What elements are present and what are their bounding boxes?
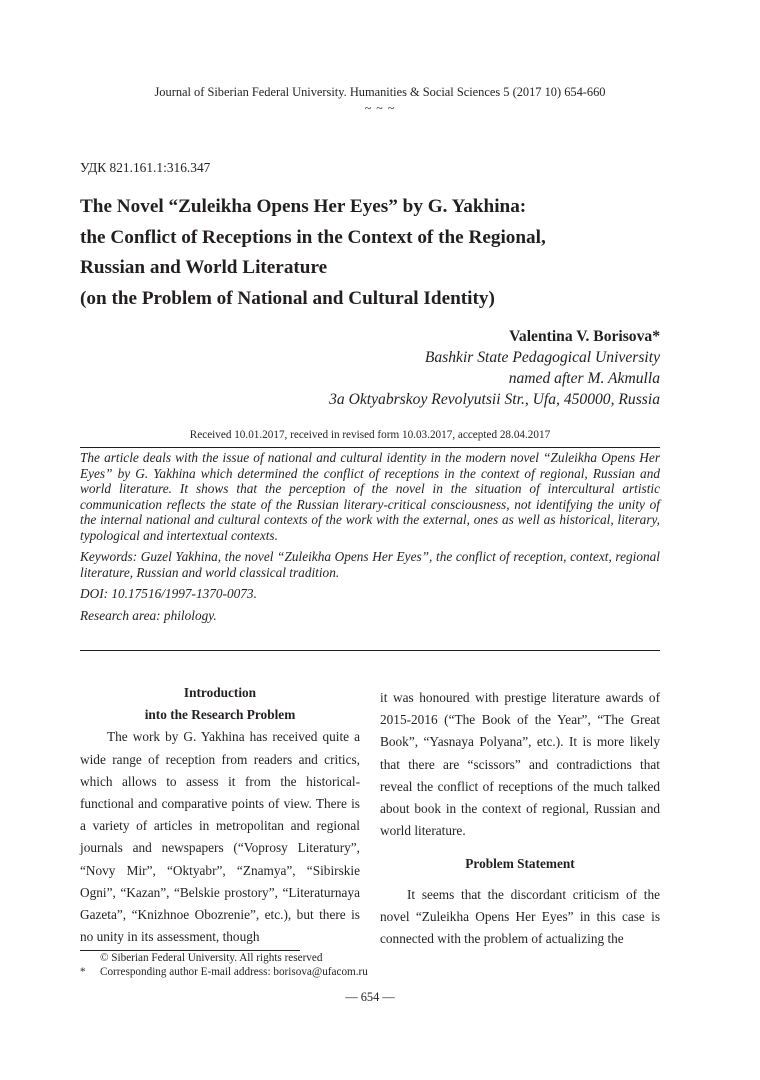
intro-heading-line: into the Research Problem xyxy=(144,707,296,723)
research-area: Research area: philology. xyxy=(80,607,217,623)
title-line: (on the Problem of National and Cultural Identity) xyxy=(80,287,495,309)
footnote-mark: * xyxy=(80,966,86,978)
affiliation-line: 3a Oktyabrskoy Revolyutsii Str., Ufa, 450000, Russia xyxy=(329,391,660,408)
left-column xyxy=(80,682,360,948)
title-line: The Novel “Zuleikha Opens Her Eyes” by G. Yakhina: xyxy=(80,196,527,217)
copyright-text: © Siberian Federal University. All rights reserved xyxy=(100,952,323,964)
intro-heading-line: Introduction xyxy=(183,685,257,700)
intro-paragraph: The work by G. Yakhina has received quite a wide range of reception from readers and critics, which allows to assess it from the historical-functional and comparative points of view. There is a variety of articles in metropolitan and regional journals and newspapers (“Voprosy Literatury”, “Novy Mir”, “Oktyabr”, “Znamya”, “Sibirskie Ogni”, “Kazan”, “Belskie prostory”, “Literaturnaya Gazeta”, “Knizhnoe Obozrenie”, etc.), but there is no unity in its assessment, though xyxy=(80,729,360,945)
affiliation-line: named after M. Akmulla xyxy=(508,370,660,387)
abstract-bottom-rule xyxy=(80,650,660,651)
journal-header: Journal of Siberian Federal University. Humanities & Social Sciences 5 (2017 10) 654-660 xyxy=(154,85,606,99)
abstract-top-rule xyxy=(80,447,660,448)
author-block xyxy=(329,326,660,410)
title-line: the Conflict of Receptions in the Context of the Regional, xyxy=(80,226,546,248)
footnote-corresponding xyxy=(80,966,368,978)
doi: DOI: 10.17516/1997-1370-0073. xyxy=(80,586,257,601)
intro-heading xyxy=(80,682,360,726)
continued-paragraph: it was honoured with prestige literature awards of 2015-2016 (“The Book of the Year”, “The Great Book”, “Yasnaya Polyana”, etc.). It is more likely that there are “scissors” and contradictions that reveal the conflict of receptions of the much talked about book in the context of regional, Russian and world literature. xyxy=(380,690,660,839)
right-column xyxy=(380,687,660,950)
keywords: Keywords: Guzel Yakhina, the novel “Zuleikha Opens Her Eyes”, the conflict of reception, context, regional literature, Russian and world classical tradition. xyxy=(80,549,660,580)
problem-heading: Problem Statement xyxy=(465,856,575,872)
footnote-rule xyxy=(80,950,300,951)
author-name: Valentina V. Borisova* xyxy=(509,328,660,345)
title-line: Russian and World Literature xyxy=(80,257,328,278)
corresponding-email: Corresponding author E-mail address: borisova@ufacom.ru xyxy=(100,966,368,978)
abstract-text: The article deals with the issue of national and cultural identity in the modern novel “Zuleikha Opens Her Eyes” by G. Yakhina which determined the conflict of receptions in the context of regional, Russian and world literature. It shows that the perception of the novel in the situation of intercultural artistic communication reflects the state of the Russian literary-critical consciousness, not identifying the unity of the internal national and cultural contexts of the work with the external, ones as well as historical, literary, typological and intertextual contexts. xyxy=(80,450,660,543)
article-title xyxy=(80,192,680,314)
problem-paragraph: It seems that the discordant criticism of the novel “Zuleikha Opens Her Eyes” in this case is connected with the problem of actualizing the xyxy=(380,886,660,947)
page-number: — 654 — xyxy=(345,990,395,1004)
affiliation-line: Bashkir State Pedagogical University xyxy=(424,349,660,366)
footnote-copyright xyxy=(80,952,322,964)
udk-code: УДК 821.161.1:316.347 xyxy=(80,160,211,175)
abstract-block xyxy=(80,450,660,623)
received-dates: Received 10.01.2017, received in revised form 10.03.2017, accepted 28.04.2017 xyxy=(189,429,551,441)
header-separator: ~ ~ ~ xyxy=(364,101,396,115)
